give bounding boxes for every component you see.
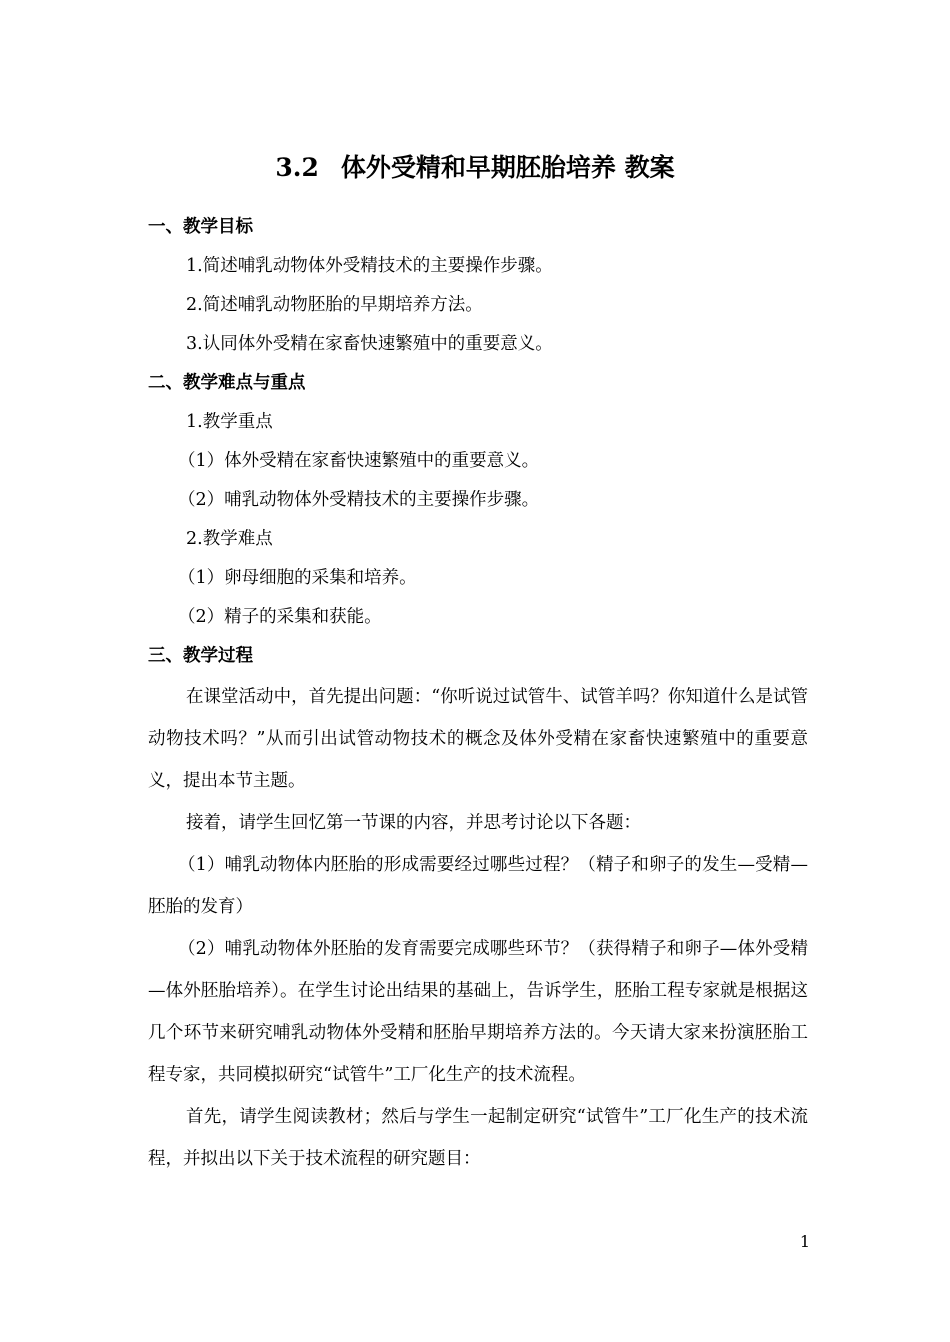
document-body — [148, 208, 808, 1180]
title-number: 3.2 — [275, 153, 319, 182]
section-heading-objectives: 一、教学目标 — [148, 217, 253, 237]
difficulty-item: （1）卵母细胞的采集和培养。 — [178, 568, 417, 588]
difficulties-label: 2.教学难点 — [186, 529, 273, 549]
section-heading-key-points: 二、教学难点与重点 — [148, 373, 306, 393]
objective-item: 2.简述哺乳动物胚胎的早期培养方法。 — [186, 295, 483, 315]
objective-item: 3.认同体外受精在家畜快速繁殖中的重要意义。 — [186, 334, 553, 354]
key-point-item: （2）哺乳动物体外受精技术的主要操作步骤。 — [178, 490, 540, 510]
difficulty-item: （2）精子的采集和获能。 — [178, 607, 382, 627]
key-points-label: 1.教学重点 — [186, 412, 273, 432]
objective-item: 1.简述哺乳动物体外受精技术的主要操作步骤。 — [186, 256, 553, 276]
process-paragraph: （2）哺乳动物体外胚胎的发育需要完成哪些环节？（获得精子和卵子—体外受精—体外胚胎培养）。在学生讨论出结果的基础上，告诉学生，胚胎工程专家就是根据这几个环节来研究哺乳动物体外受精和胚胎早期培养方法的。今天请大家来扮演胚胎工程专家，共同模拟研究“试管牛”工厂化生产的技术流程。 — [148, 939, 808, 1085]
process-paragraph: （1）哺乳动物体内胚胎的形成需要经过哪些过程？（精子和卵子的发生—受精—胚胎的发育） — [148, 855, 808, 917]
key-point-item: （1）体外受精在家畜快速繁殖中的重要意义。 — [178, 451, 540, 471]
page-number: 1 — [799, 1232, 810, 1251]
section-heading-process: 三、教学过程 — [148, 646, 253, 666]
page-title — [0, 150, 950, 186]
process-paragraph: 在课堂活动中，首先提出问题：“你听说过试管牛、试管羊吗？你知道什么是试管动物技术吗？”从而引出试管动物技术的概念及体外受精在家畜快速繁殖中的重要意义，提出本节主题。 — [148, 687, 808, 791]
title-text: 体外受精和早期胚胎培养 教案 — [340, 153, 675, 182]
process-paragraph: 首先，请学生阅读教材；然后与学生一起制定研究“试管牛”工厂化生产的技术流程，并拟出以下关于技术流程的研究题目： — [148, 1107, 808, 1169]
process-paragraph: 接着，请学生回忆第一节课的内容，并思考讨论以下各题： — [186, 813, 641, 833]
